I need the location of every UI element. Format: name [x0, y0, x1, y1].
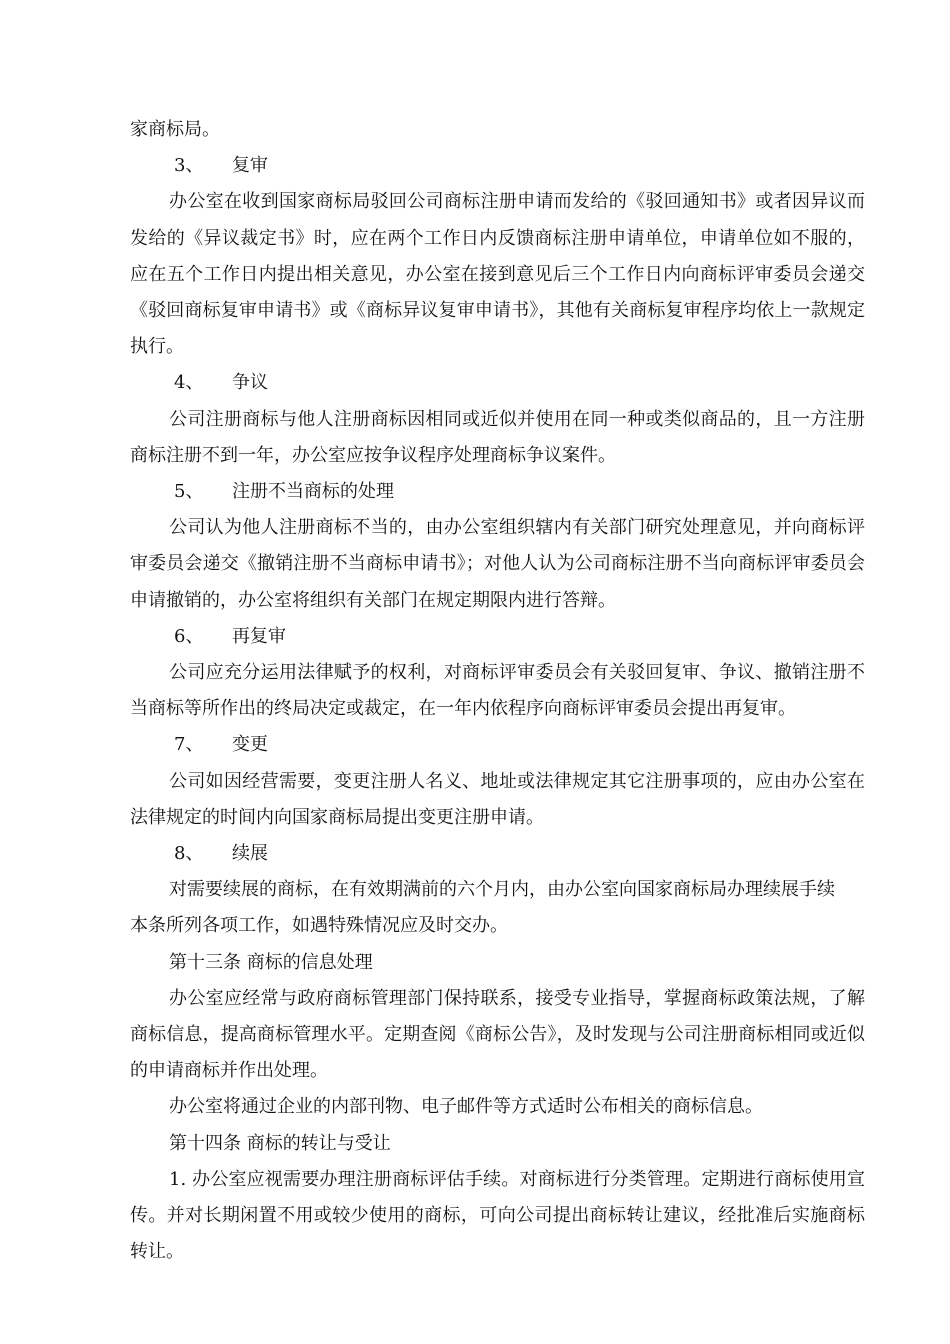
paragraph: 办公室将通过企业的内部刊物、电子邮件等方式适时公布相关的商标信息。: [169, 1096, 763, 1118]
numbered-heading: [130, 727, 865, 763]
heading-title: 变更: [232, 734, 268, 756]
paragraph: 公司注册商标与他人注册商标因相同或近似并使用在同一种或类似商品的，且一方注册商标注册不到一年，办公室应按争议程序处理商标争议案件。: [130, 408, 865, 466]
paragraph: 对需要续展的商标，在有效期满前的六个月内，由办公室向国家商标局办理续展手续: [169, 879, 835, 901]
paragraph: 公司认为他人注册商标不当的，由办公室组织辖内有关部门研究处理意见，并向商标评审委员会递交《撤销注册不当商标申请书》；对他人认为公司商标注册不当向商标评审委员会申请撤销的，办公室将组织有关部门在规定期限内进行答辩。: [130, 517, 865, 611]
numbered-heading: [130, 148, 865, 184]
heading-number: 8、: [174, 843, 204, 865]
document-body: [130, 112, 865, 1271]
heading-number: 4、: [174, 372, 204, 394]
heading-number: 5、: [174, 481, 204, 503]
heading-title: 注册不当商标的处理: [232, 481, 394, 503]
heading-number: 3、: [174, 155, 204, 177]
paragraph: 公司如因经营需要，变更注册人名义、地址或法律规定其它注册事项的，应由办公室在法律规定的时间内向国家商标局提出变更注册申请。: [130, 770, 865, 828]
paragraph: 家商标局。: [130, 119, 220, 140]
numbered-heading: [130, 474, 865, 510]
numbered-heading: [130, 619, 865, 655]
numbered-heading: [130, 836, 865, 872]
paragraph: 第十四条 商标的转让与受让: [169, 1132, 391, 1154]
paragraph: 公司应充分运用法律赋予的权利，对商标评审委员会有关驳回复审、争议、撤销注册不当商标等所作出的终局决定或裁定，在一年内依程序向商标评审委员会提出再复审。: [130, 662, 865, 720]
paragraph: 办公室应经常与政府商标管理部门保持联系，接受专业指导，掌握商标政策法规，了解商标信息，提高商标管理水平。定期查阅《商标公告》，及时发现与公司注册商标相同或近似的申请商标并作出处理。: [130, 987, 865, 1082]
paragraph: 本条所列各项工作，如遇特殊情况应及时交办。: [130, 915, 508, 937]
heading-number: 6、: [174, 625, 204, 647]
heading-title: 争议: [232, 372, 268, 394]
heading-number: 7、: [174, 734, 204, 756]
paragraph: 第十三条 商标的信息处理: [169, 951, 373, 973]
heading-title: 复审: [232, 155, 268, 177]
heading-title: 再复审: [232, 625, 286, 647]
heading-title: 续展: [232, 843, 268, 865]
numbered-heading: [130, 365, 865, 401]
paragraph: 办公室在收到国家商标局驳回公司商标注册申请而发给的《驳回通知书》或者因异议而发给的《异议裁定书》时，应在两个工作日内反馈商标注册申请单位，申请单位如不服的，应在五个工作日内提出相关意见，办公室在接到意见后三个工作日内向商标评审委员会递交《驳回商标复审申请书》或《商标异议复审申请书》，其他有关商标复审程序均依上一款规定执行。: [130, 191, 865, 358]
paragraph: 1. 办公室应视需要办理注册商标评估手续。对商标进行分类管理。定期进行商标使用宣传。并对长期闲置不用或较少使用的商标，可向公司提出商标转让建议，经批准后实施商标转让。: [130, 1168, 865, 1263]
